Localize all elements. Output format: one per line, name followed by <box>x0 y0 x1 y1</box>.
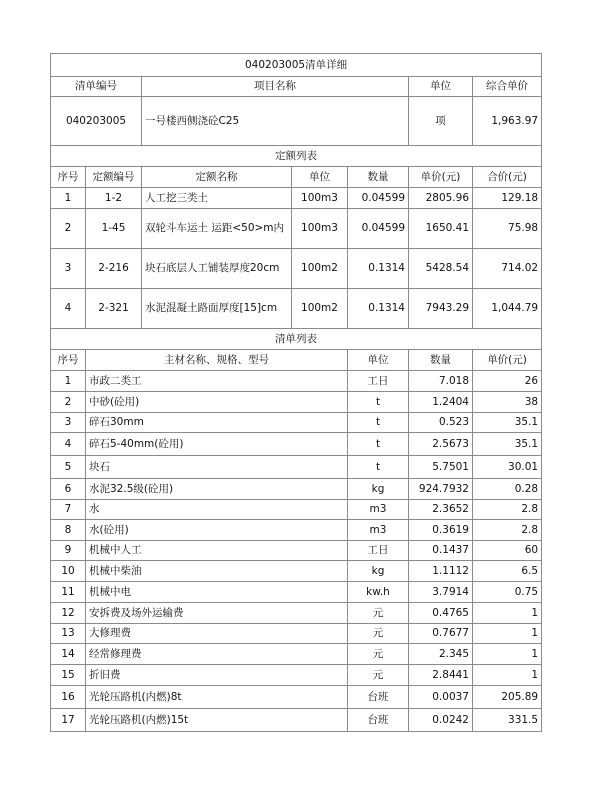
item-name: 一号楼西侧浇砼C25 <box>142 97 409 146</box>
material-qty: 0.523 <box>409 413 473 433</box>
sheet-title: 040203005清单详细 <box>51 54 542 77</box>
material-name: 经常修理费 <box>86 644 348 665</box>
material-row <box>51 479 542 500</box>
item-unit: 项 <box>409 97 473 146</box>
material-seq: 5 <box>51 456 86 479</box>
material-price: 1 <box>473 603 542 624</box>
material-unit: 工日 <box>348 541 409 561</box>
bill-detail-table <box>50 53 542 732</box>
quota-qty: 0.1314 <box>348 289 409 329</box>
material-unit: t <box>348 433 409 456</box>
quota-header-unit: 单位 <box>292 167 348 188</box>
material-qty: 0.4765 <box>409 603 473 624</box>
material-seq: 6 <box>51 479 86 500</box>
material-qty: 0.3619 <box>409 520 473 541</box>
material-seq: 1 <box>51 371 86 392</box>
material-qty: 2.5673 <box>409 433 473 456</box>
header-unit: 单位 <box>409 77 473 97</box>
material-price: 30.01 <box>473 456 542 479</box>
material-price: 1 <box>473 665 542 686</box>
material-seq: 8 <box>51 520 86 541</box>
material-row <box>51 456 542 479</box>
material-qty: 2.3652 <box>409 500 473 520</box>
material-price: 205.89 <box>473 686 542 709</box>
material-header-unit: 单位 <box>348 350 409 371</box>
material-unit: kg <box>348 479 409 500</box>
quota-unit: 100m2 <box>292 249 348 289</box>
material-seq: 3 <box>51 413 86 433</box>
quota-price: 1650.41 <box>409 209 473 249</box>
material-qty: 7.018 <box>409 371 473 392</box>
header-unit-price: 综合单价 <box>473 77 542 97</box>
quota-row <box>51 249 542 289</box>
material-name: 机械中电 <box>86 582 348 603</box>
quota-total: 714.02 <box>473 249 542 289</box>
material-header-seq: 序号 <box>51 350 86 371</box>
quota-header-row <box>51 167 542 188</box>
quota-name: 双轮斗车运土 运距<50>m内 <box>142 209 292 249</box>
item-code: 040203005 <box>51 97 142 146</box>
material-seq: 12 <box>51 603 86 624</box>
material-qty: 0.0037 <box>409 686 473 709</box>
material-row <box>51 686 542 709</box>
material-price: 1 <box>473 624 542 644</box>
material-name: 市政二类工 <box>86 371 348 392</box>
quota-unit: 100m3 <box>292 209 348 249</box>
material-price: 0.75 <box>473 582 542 603</box>
quota-name: 水泥混凝土路面厚度[15]cm <box>142 289 292 329</box>
quota-total: 1,044.79 <box>473 289 542 329</box>
quota-qty: 0.04599 <box>348 209 409 249</box>
quota-total: 129.18 <box>473 188 542 209</box>
material-unit: m3 <box>348 500 409 520</box>
quota-price: 2805.96 <box>409 188 473 209</box>
material-price: 38 <box>473 392 542 413</box>
quota-header-price: 单价(元) <box>409 167 473 188</box>
material-name: 碎石30mm <box>86 413 348 433</box>
material-unit: t <box>348 392 409 413</box>
material-unit: 元 <box>348 665 409 686</box>
material-section-title: 清单列表 <box>51 329 542 350</box>
material-row <box>51 541 542 561</box>
material-header-qty: 数量 <box>409 350 473 371</box>
material-seq: 2 <box>51 392 86 413</box>
material-name: 水(砼用) <box>86 520 348 541</box>
material-name: 水泥32.5级(砼用) <box>86 479 348 500</box>
material-name: 块石 <box>86 456 348 479</box>
quota-section-title: 定额列表 <box>51 146 542 167</box>
material-qty: 2.345 <box>409 644 473 665</box>
item-unit-price: 1,963.97 <box>473 97 542 146</box>
material-unit: m3 <box>348 520 409 541</box>
material-row <box>51 603 542 624</box>
material-row <box>51 520 542 541</box>
material-name: 机械中柴油 <box>86 561 348 582</box>
material-header-name: 主材名称、规格、型号 <box>86 350 348 371</box>
material-name: 光轮压路机(内燃)8t <box>86 686 348 709</box>
material-unit: 元 <box>348 603 409 624</box>
material-row <box>51 582 542 603</box>
material-name: 机械中人工 <box>86 541 348 561</box>
material-header-price: 单价(元) <box>473 350 542 371</box>
quota-header-total: 合价(元) <box>473 167 542 188</box>
material-row <box>51 413 542 433</box>
material-price: 60 <box>473 541 542 561</box>
material-qty: 3.7914 <box>409 582 473 603</box>
material-header-row <box>51 350 542 371</box>
material-row <box>51 392 542 413</box>
material-name: 安拆费及场外运输费 <box>86 603 348 624</box>
material-unit: 元 <box>348 644 409 665</box>
material-row <box>51 624 542 644</box>
material-unit: kg <box>348 561 409 582</box>
quota-header-name: 定额名称 <box>142 167 292 188</box>
quota-price: 5428.54 <box>409 249 473 289</box>
quota-seq: 1 <box>51 188 86 209</box>
material-unit: t <box>348 456 409 479</box>
material-qty: 1.2404 <box>409 392 473 413</box>
material-price: 2.8 <box>473 500 542 520</box>
material-qty: 0.7677 <box>409 624 473 644</box>
material-unit: 元 <box>348 624 409 644</box>
material-qty: 0.0242 <box>409 709 473 732</box>
quota-row <box>51 289 542 329</box>
quota-seq: 4 <box>51 289 86 329</box>
quota-total: 75.98 <box>473 209 542 249</box>
material-price: 35.1 <box>473 413 542 433</box>
material-qty: 1.1112 <box>409 561 473 582</box>
material-unit: t <box>348 413 409 433</box>
material-seq: 11 <box>51 582 86 603</box>
quota-code: 2-321 <box>86 289 142 329</box>
quota-qty: 0.04599 <box>348 188 409 209</box>
material-name: 中砂(砼用) <box>86 392 348 413</box>
material-name: 碎石5-40mm(砼用) <box>86 433 348 456</box>
quota-code: 1-45 <box>86 209 142 249</box>
material-qty: 5.7501 <box>409 456 473 479</box>
material-price: 331.5 <box>473 709 542 732</box>
material-price: 6.5 <box>473 561 542 582</box>
material-name: 大修理费 <box>86 624 348 644</box>
quota-code: 2-216 <box>86 249 142 289</box>
material-unit: 台班 <box>348 709 409 732</box>
quota-row <box>51 188 542 209</box>
material-name: 水 <box>86 500 348 520</box>
material-seq: 15 <box>51 665 86 686</box>
material-seq: 17 <box>51 709 86 732</box>
material-row <box>51 644 542 665</box>
quota-price: 7943.29 <box>409 289 473 329</box>
material-seq: 14 <box>51 644 86 665</box>
header-code: 清单编号 <box>51 77 142 97</box>
material-seq: 16 <box>51 686 86 709</box>
material-price: 0.28 <box>473 479 542 500</box>
material-unit: 工日 <box>348 371 409 392</box>
material-seq: 9 <box>51 541 86 561</box>
quota-qty: 0.1314 <box>348 249 409 289</box>
header-name: 项目名称 <box>142 77 409 97</box>
material-qty: 2.8441 <box>409 665 473 686</box>
quota-seq: 3 <box>51 249 86 289</box>
quota-seq: 2 <box>51 209 86 249</box>
quota-unit: 100m3 <box>292 188 348 209</box>
material-name: 光轮压路机(内燃)15t <box>86 709 348 732</box>
material-row <box>51 371 542 392</box>
material-qty: 924.7932 <box>409 479 473 500</box>
material-seq: 4 <box>51 433 86 456</box>
material-row <box>51 500 542 520</box>
quota-header-code: 定额编号 <box>86 167 142 188</box>
quota-header-qty: 数量 <box>348 167 409 188</box>
quota-row <box>51 209 542 249</box>
material-price: 35.1 <box>473 433 542 456</box>
material-price: 2.8 <box>473 520 542 541</box>
material-qty: 0.1437 <box>409 541 473 561</box>
quota-unit: 100m2 <box>292 289 348 329</box>
material-seq: 7 <box>51 500 86 520</box>
material-seq: 10 <box>51 561 86 582</box>
material-unit: 台班 <box>348 686 409 709</box>
material-row <box>51 433 542 456</box>
material-row <box>51 709 542 732</box>
material-name: 折旧费 <box>86 665 348 686</box>
material-row <box>51 665 542 686</box>
quota-name: 块石底层人工铺装厚度20cm <box>142 249 292 289</box>
material-row <box>51 561 542 582</box>
quota-header-seq: 序号 <box>51 167 86 188</box>
material-price: 26 <box>473 371 542 392</box>
quota-code: 1-2 <box>86 188 142 209</box>
material-seq: 13 <box>51 624 86 644</box>
material-price: 1 <box>473 644 542 665</box>
quota-name: 人工挖三类土 <box>142 188 292 209</box>
material-unit: kw.h <box>348 582 409 603</box>
